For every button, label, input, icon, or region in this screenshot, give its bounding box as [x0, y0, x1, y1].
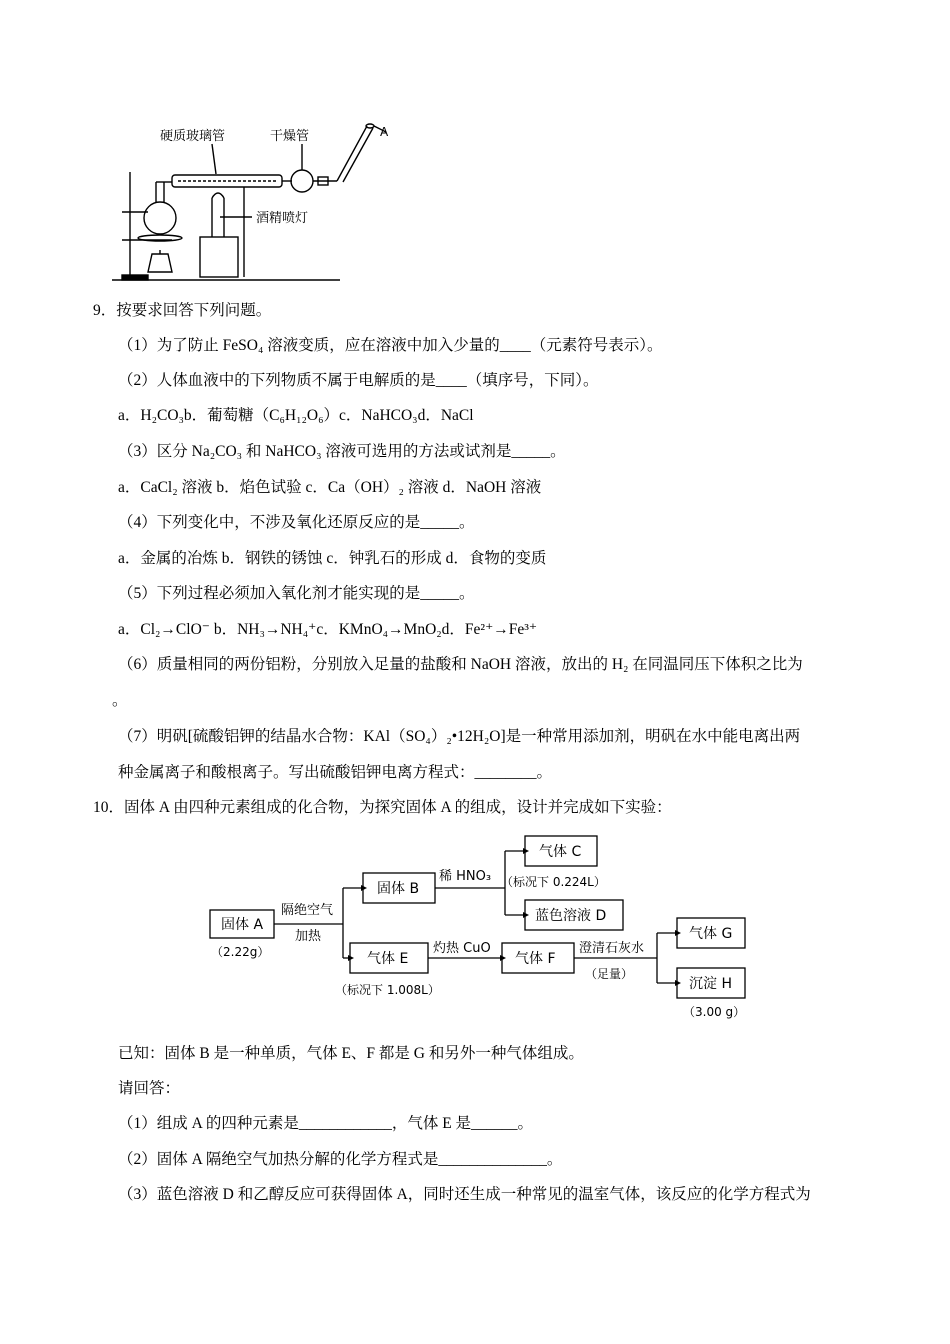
q10-p2: （2）固体 A 隔绝空气加热分解的化学方程式是______________。: [118, 1151, 563, 1168]
flow-solution-D: 蓝色溶液 D: [535, 908, 607, 924]
q10-p1: （1）组成 A 的四种元素是____________，气体 E 是______。: [118, 1115, 534, 1132]
label-drying-tube: 干燥管: [270, 129, 310, 144]
flow-arrow-B: 稀 HNO₃: [439, 869, 492, 884]
q10-p3: （3）蓝色溶液 D 和乙醇反应可获得固体 A，同时还生成一种常见的温室气体，该反应的化学方程式为: [118, 1186, 811, 1203]
flow-solid-A-mass: （2.22g）: [211, 945, 270, 959]
flow-gas-E: 气体 E: [367, 951, 409, 967]
flow-arrow-E: 灼热 CuO: [433, 941, 491, 956]
q9-p6: （6）质量相同的两份铝粉，分别放入足量的盐酸和 NaOH 溶液，放出的 H₂ 在同温同压下体积之比为: [118, 656, 803, 673]
q9-p1: （1）为了防止 FeSO₄ 溶液变质，应在溶液中加入少量的____（元素符号表示）。: [118, 337, 663, 354]
flow-solid-A: 固体 A: [221, 917, 264, 933]
flow-ppt-H: 沉淀 H: [689, 976, 732, 992]
flow-gas-C: 气体 C: [539, 844, 582, 860]
flow-gas-G: 气体 G: [689, 926, 733, 942]
flow-arrow-F-top: 澄清石灰水: [579, 941, 645, 956]
flow-arrow-F-bottom: （足量）: [585, 967, 634, 981]
q10-ask: 请回答：: [118, 1080, 181, 1097]
apparatus-figure: [112, 112, 402, 287]
q9-p5: （5）下列过程必须加入氧化剂才能实现的是_____。: [118, 585, 475, 602]
flow-ppt-H-mass: （3.00 g）: [683, 1005, 746, 1019]
q9-p3: （3）区分 Na₂CO₃ 和 NaHCO₃ 溶液可选用的方法或试剂是_____。: [118, 443, 566, 460]
q9-p7-cont: 种金属离子和酸根离子。写出硫酸铝钾电离方程式：________。: [118, 764, 553, 781]
q9-p5-options: a．Cl₂→ClO⁻ b．NH₃→NH₄⁺c．KMnO₄→MnO₂d．Fe²⁺→Fe³⁺: [118, 621, 538, 638]
q9-p6-end: 。: [112, 692, 128, 709]
q9-title: 9．按要求回答下列问题。: [93, 302, 272, 319]
flow-solid-B: 固体 B: [377, 881, 420, 897]
flow-diagram: [205, 830, 765, 1025]
q9-p4-options: a．金属的冶炼 b．钢铁的锈蚀 c．钟乳石的形成 d．食物的变质: [118, 550, 547, 567]
label-alcohol-lamp: 酒精喷灯: [256, 211, 309, 226]
q9-p3-options: a．CaCl₂ 溶液 b．焰色试验 c．Ca（OH）₂ 溶液 d．NaOH 溶液: [118, 479, 542, 496]
flow-arrow1-bottom: 加热: [295, 929, 322, 944]
flow-arrow1-top: 隔绝空气: [281, 903, 334, 918]
label-hard-glass-tube: 硬质玻璃管: [160, 129, 226, 144]
q10-title: 10．固体 A 由四种元素组成的化合物，为探究固体 A 的组成，设计并完成如下实验：: [93, 799, 672, 816]
q10-known: 已知：固体 B 是一种单质，气体 E、F 都是 G 和另外一种气体组成。: [118, 1045, 584, 1062]
label-A: A: [380, 125, 389, 139]
flow-gas-C-note: （标况下 0.224L）: [501, 875, 606, 889]
q9-p4: （4）下列变化中，不涉及氧化还原反应的是_____。: [118, 514, 475, 531]
q9-p2: （2）人体血液中的下列物质不属于电解质的是____（填序号，下同）。: [118, 372, 599, 389]
flow-gas-E-note: （标况下 1.008L）: [335, 983, 440, 997]
flow-gas-F: 气体 F: [515, 951, 556, 967]
q9-p7: （7）明矾[硫酸铝钾的结晶水合物：KAl（SO₄）₂•12H₂O]是一种常用添加剂，明矾在水中能电离出两: [118, 728, 801, 745]
q9-p2-options: a．H₂CO₃b．葡萄糖（C₆H₁₂O₆）c．NaHCO₃d．NaCl: [118, 407, 474, 424]
